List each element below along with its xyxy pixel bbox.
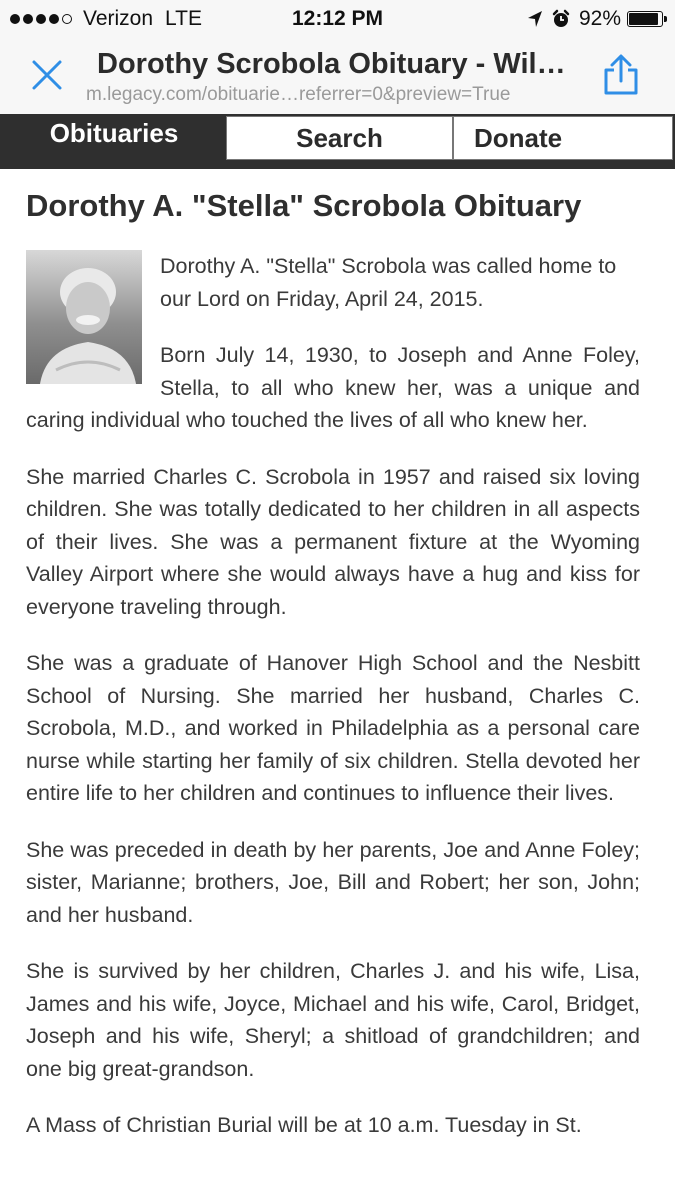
paragraph: She married Charles C. Scrobola in 1957 and raised six loving children. She was totally dedicated to her children in all aspects of their lives. She was a permanent fixture at the Wyoming Valley Airport where she would always have a hug and kiss for everyone traveling through. — [26, 464, 640, 619]
paragraph: Dorothy A. "Stella" Scrobola was called home to our Lord on Friday, April 24, 2015. — [160, 254, 617, 311]
network-type: LTE — [165, 7, 203, 30]
battery-percent: 92% — [578, 7, 621, 30]
obituary-title: Dorothy A. "Stella" Scrobola Obituary — [26, 188, 582, 223]
page-url[interactable]: m.legacy.com/obituarie…referrer=0&preview=True — [86, 84, 511, 105]
paragraph: She is survived by her children, Charles J. and his wife, Lisa, James and his wife, Joyce, Michael and his wife, Carol, Bridget, Joseph and his wife, Sheryl; a shitload of grandchildren; and one big great-grandson. — [26, 959, 640, 1081]
paragraph: She was preceded in death by her parents, Joe and Anne Foley; sister, Marianne; brothers, Joe, Bill and Robert; her son, John; and her husband. — [26, 837, 640, 927]
browser-address-bar — [0, 38, 675, 114]
paragraph: A Mass of Christian Burial will be at 10 a.m. Tuesday in St. — [26, 1113, 582, 1137]
paragraph: Born July 14, 1930, to Joseph and Anne Foley, Stella, to all who knew her, was a unique and caring individual who touched the lives of all who knew her. — [26, 343, 640, 432]
alarm-clock-icon — [551, 9, 571, 29]
tab-search[interactable]: Search — [226, 116, 453, 160]
tab-obituaries[interactable]: Obituaries — [2, 114, 226, 160]
battery-icon — [627, 11, 663, 27]
paragraph: She was a graduate of Hanover High School and the Nesbitt School of Nursing. She married her husband, Charles C. Scrobola, M.D., and worked in Philadelphia as a personal care nurse while starting her family of six children. Stella devoted her entire life to her children and continues to influence their lives. — [26, 651, 640, 805]
location-arrow-icon — [527, 10, 543, 28]
page-title[interactable]: Dorothy Scrobola Obituary - Wil… — [97, 48, 566, 80]
tab-donate[interactable]: Donate — [453, 116, 673, 160]
status-right — [527, 7, 663, 31]
close-icon[interactable] — [30, 58, 64, 92]
status-time: 12:12 PM — [291, 7, 384, 30]
status-bar — [0, 0, 675, 38]
obituary-body — [26, 250, 640, 1166]
portrait-photo — [26, 250, 142, 384]
carrier-name: Verizon — [83, 7, 154, 30]
nav-divider — [0, 162, 675, 169]
share-icon[interactable] — [601, 54, 641, 96]
site-nav — [0, 114, 675, 162]
